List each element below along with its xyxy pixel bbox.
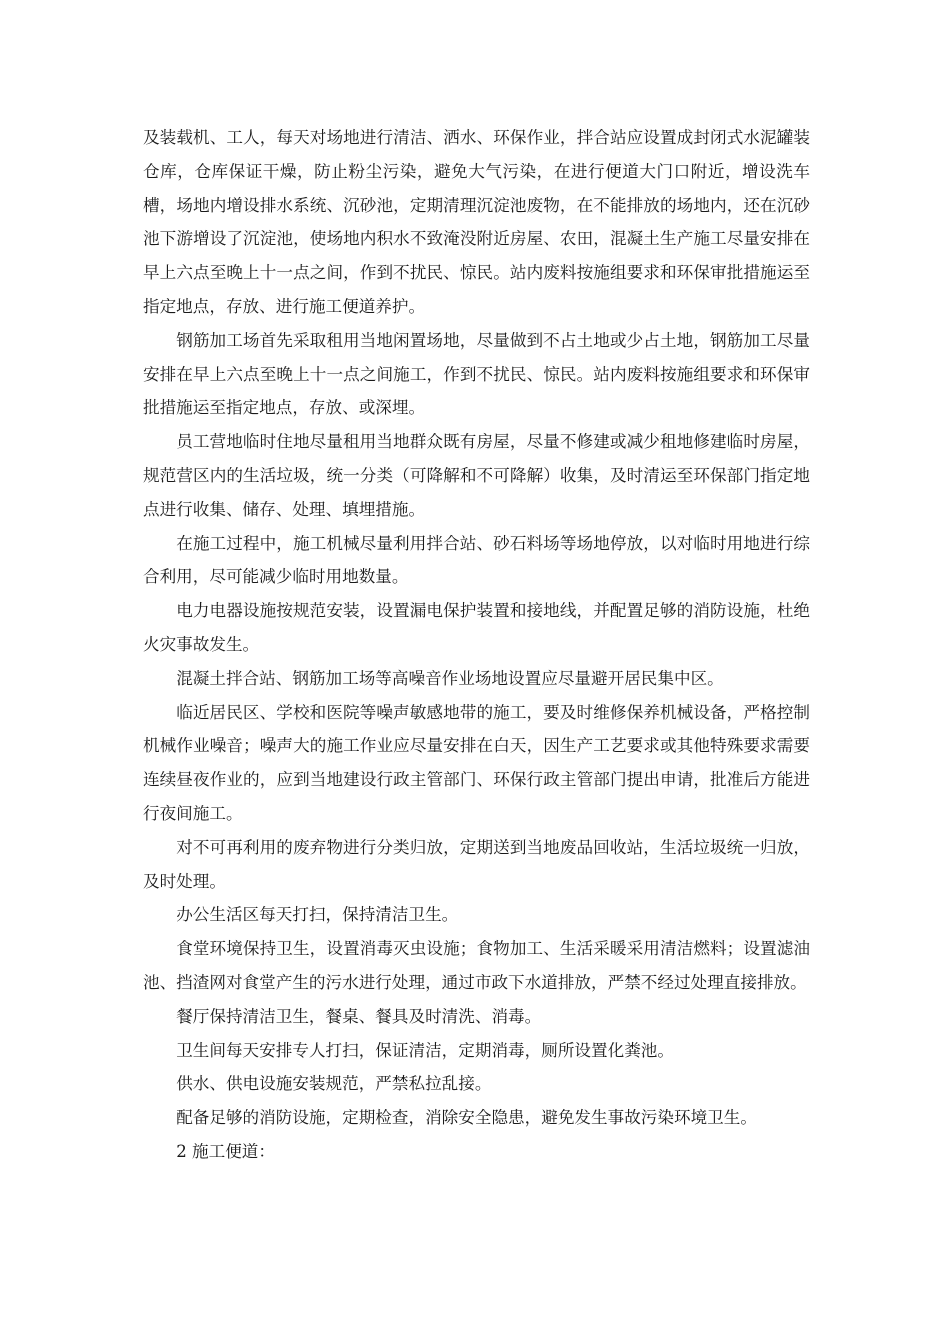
paragraph-noise-siting: 混凝土拌合站、钢筋加工场等高噪音作业场地设置应尽量避开居民集中区。 bbox=[176, 668, 724, 688]
document-body bbox=[143, 121, 810, 1169]
paragraph-continued: 及装载机、工人，每天对场地进行清洁、洒水、环保作业，拌合站应设置成封闭式水泥罐装仓库，仓库保证干燥，防止粉尘污染，避免大气污染，在进行便道大门口附近，增设洗车槽，场地内增设排水系统、沉砂池，定期清理沉淀池废物，在不能排放的场地内，还在沉砂池下游增设了沉淀池，使场地内积水不致淹没附近房屋、农田，混凝土生产施工尽量安排在早上六点至晚上十一点之间，作到不扰民、惊民。站内废料按施组要求和环保审批措施运至指定地点，存放、进行施工便道养护。 bbox=[143, 128, 810, 316]
paragraph-fire-safety: 配备足够的消防设施，定期检查，消除安全隐患，避免发生事故污染环境卫生。 bbox=[176, 1108, 757, 1128]
paragraph-office-cleaning: 办公生活区每天打扫，保持清洁卫生。 bbox=[176, 905, 459, 925]
paragraph-utilities: 供水、供电设施安装规范，严禁私拉乱接。 bbox=[176, 1074, 492, 1094]
paragraph-canteen: 食堂环境保持卫生，设置消毒灭虫设施；食物加工、生活采暖采用清洁燃料；设置滤油池、挡渣网对食堂产生的污水进行处理，通过市政下水道排放，严禁不经过处理直接排放。 bbox=[143, 939, 810, 992]
section-heading-construction-road: 2 施工便道： bbox=[176, 1141, 275, 1161]
paragraph-noise-control: 临近居民区、学校和医院等噪声敏感地带的施工，要及时维修保养机械设备，严格控制机械作业噪音；噪声大的施工作业应尽量安排在白天，因生产工艺要求或其他特殊要求需要连续昼夜作业的，应到当地建设行政主管部门、环保行政主管部门提出申请，批准后方能进行夜间施工。 bbox=[143, 702, 810, 823]
paragraph-rebar-yard: 钢筋加工场首先采取租用当地闲置场地，尽量做到不占土地或少占土地，钢筋加工尽量安排在早上六点至晚上十一点之间施工，作到不扰民、惊民。站内废料按施组要求和环保审批措施运至指定地点，存放、或深埋。 bbox=[143, 330, 810, 418]
paragraph-dining-hall: 餐厅保持清洁卫生，餐桌、餐具及时清洗、消毒。 bbox=[176, 1006, 542, 1026]
paragraph-restroom: 卫生间每天安排专人打扫，保证清洁，定期消毒，厕所设置化粪池。 bbox=[176, 1040, 674, 1060]
paragraph-waste-disposal: 对不可再利用的废弃物进行分类归放，定期送到当地废品回收站，生活垃圾统一归放，及时处理。 bbox=[143, 837, 810, 891]
paragraph-staff-camp: 员工营地临时住地尽量租用当地群众既有房屋，尽量不修建或减少租地修建临时房屋，规范营区内的生活垃圾，统一分类（可降解和不可降解）收集，及时清运至环保部门指定地点进行收集、储存、处理、填埋措施。 bbox=[143, 432, 810, 519]
paragraph-electrical-safety: 电力电器设施按规范安装，设置漏电保护装置和接地线，并配置足够的消防设施，杜绝火灾事故发生。 bbox=[143, 601, 810, 654]
paragraph-machinery-parking: 在施工过程中，施工机械尽量利用拌合站、砂石料场等场地停放，以对临时用地进行综合利用，尽可能减少临时用地数量。 bbox=[143, 533, 810, 587]
